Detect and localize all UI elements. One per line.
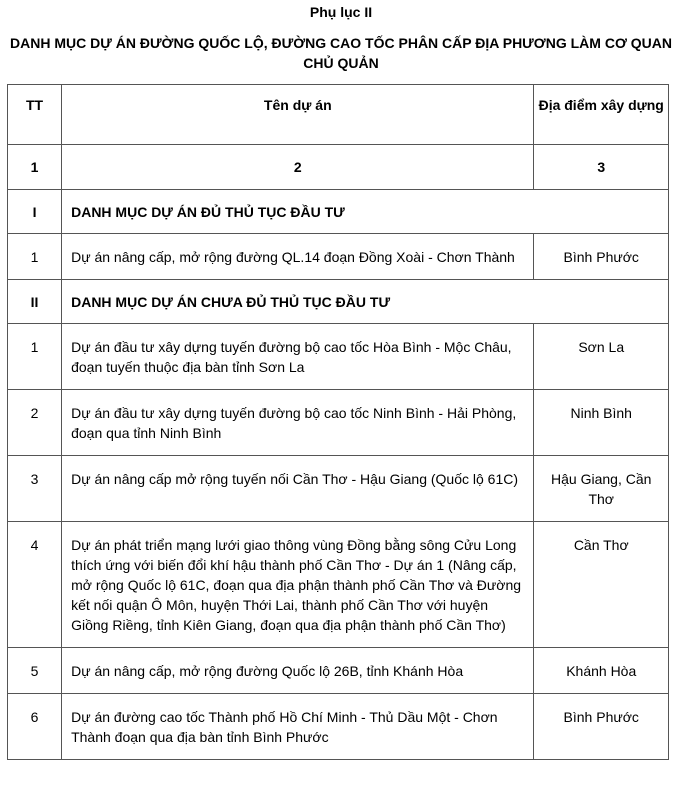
row-tt: 5 <box>8 648 62 694</box>
header-tt: TT <box>8 85 62 145</box>
row-location: Cần Thơ <box>534 522 669 648</box>
table-row <box>8 234 669 280</box>
col-number-3: 3 <box>534 145 669 190</box>
row-project-name: Dự án nâng cấp, mở rộng đường Quốc lộ 26B, tỉnh Khánh Hòa <box>62 648 534 694</box>
section-number: I <box>8 190 62 234</box>
section-number: II <box>8 280 62 324</box>
column-number-row <box>8 145 669 190</box>
section-title: DANH MỤC DỰ ÁN ĐỦ THỦ TỤC ĐẦU TƯ <box>62 190 669 234</box>
project-table <box>7 84 669 760</box>
row-location: Bình Phước <box>534 234 669 280</box>
row-tt: 3 <box>8 456 62 522</box>
row-location: Khánh Hòa <box>534 648 669 694</box>
table-row <box>8 522 669 648</box>
col-number-2: 2 <box>62 145 534 190</box>
row-project-name: Dự án nâng cấp mở rộng tuyến nối Cần Thơ - Hậu Giang (Quốc lộ 61C) <box>62 456 534 522</box>
row-location: Sơn La <box>534 324 669 390</box>
col-number-1: 1 <box>8 145 62 190</box>
section-row <box>8 190 669 234</box>
row-tt: 4 <box>8 522 62 648</box>
row-location: Ninh Bình <box>534 390 669 456</box>
header-location: Địa điểm xây dựng <box>534 85 669 145</box>
row-project-name: Dự án đầu tư xây dựng tuyến đường bộ cao tốc Ninh Bình - Hải Phòng, đoạn qua tỉnh Ninh Bình <box>62 390 534 456</box>
table-row <box>8 390 669 456</box>
row-project-name: Dự án nâng cấp, mở rộng đường QL.14 đoạn Đồng Xoài - Chơn Thành <box>62 234 534 280</box>
table-row <box>8 456 669 522</box>
table-row <box>8 324 669 390</box>
section-title: DANH MỤC DỰ ÁN CHƯA ĐỦ THỦ TỤC ĐẦU TƯ <box>62 280 669 324</box>
table-row <box>8 648 669 694</box>
section-row <box>8 280 669 324</box>
appendix-label: Phụ lục II <box>309 4 373 20</box>
row-location: Bình Phước <box>534 694 669 760</box>
row-tt: 1 <box>8 234 62 280</box>
row-project-name: Dự án đường cao tốc Thành phố Hồ Chí Minh - Thủ Dầu Một - Chơn Thành đoạn qua địa bàn tỉnh Bình Phước <box>62 694 534 760</box>
row-tt: 1 <box>8 324 62 390</box>
row-project-name: Dự án phát triển mạng lưới giao thông vùng Đồng bằng sông Cửu Long thích ứng với biến đổi khí hậu thành phố Cần Thơ - Dự án 1 (Nâng cấp, mở rộng Quốc lộ 61C, đoạn qua địa phận thành phố Cần Thơ và Đường kết nối quận Ô Môn, huyện Thới Lai, thành phố Cần Thơ với huyện Giồng Riềng, tỉnh Kiên Giang, đoạn qua địa phận thành phố Cần Thơ) <box>62 522 534 648</box>
table-row <box>8 694 669 760</box>
document-title: DANH MỤC DỰ ÁN ĐƯỜNG QUỐC LỘ, ĐƯỜNG CAO TỐC PHÂN CẤP ĐỊA PHƯƠNG LÀM CƠ QUAN CHỦ QUẢN <box>10 35 672 71</box>
row-tt: 6 <box>8 694 62 760</box>
row-location: Hậu Giang, Cần Thơ <box>534 456 669 522</box>
row-tt: 2 <box>8 390 62 456</box>
row-project-name: Dự án đầu tư xây dựng tuyến đường bộ cao tốc Hòa Bình - Mộc Châu, đoạn tuyến thuộc địa bàn tỉnh Sơn La <box>62 324 534 390</box>
table-header-row <box>8 85 669 145</box>
header-project-name: Tên dự án <box>62 85 534 145</box>
